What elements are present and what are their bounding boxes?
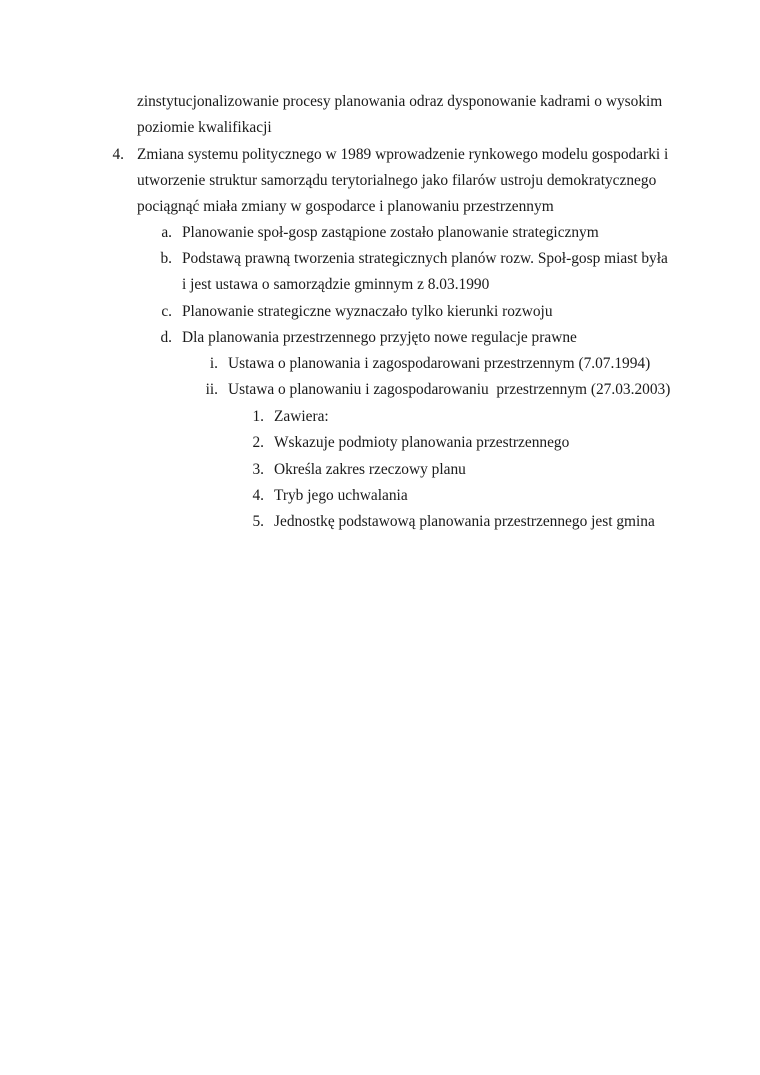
subitem-b-line-2: i jest ustawa o samorządzie gminnym z 8.03.1990 xyxy=(182,276,490,293)
subitem-a-text: Planowanie społ-gosp zastąpione zostało planowanie strategicznym xyxy=(182,224,599,241)
numbered-item-3: Określa zakres rzeczowy planu xyxy=(274,461,466,478)
numbered-item-1: Zawiera: xyxy=(274,408,329,425)
roman-ii-text: Ustawa o planowaniu i zagospodarowaniu przestrzennym (27.03.2003) xyxy=(228,381,671,398)
numbered-marker: 5. xyxy=(252,513,264,530)
numbered-item-4: Tryb jego uchwalania xyxy=(274,487,408,504)
list-item-marker: 4. xyxy=(112,146,124,163)
numbered-marker: 4. xyxy=(252,487,264,504)
intro-line-1: zinstytucjonalizowanie procesy planowania odraz dysponowanie kadrami o wysokim xyxy=(137,93,663,110)
item4-line-1: Zmiana systemu politycznego w 1989 wprowadzenie rynkowego modelu gospodarki i xyxy=(137,146,669,163)
numbered-marker: 2. xyxy=(252,434,264,451)
subitem-b-line-1: Podstawą prawną tworzenia strategicznych planów rozw. Społ-gosp miast była xyxy=(182,250,668,267)
roman-i-text: Ustawa o planowania i zagospodarowani przestrzennym (7.07.1994) xyxy=(228,355,651,372)
item4-line-2: utworzenie struktur samorządu terytorialnego jako filarów ustroju demokratycznego xyxy=(137,172,657,189)
numbered-marker: 1. xyxy=(252,408,264,425)
numbered-marker: 3. xyxy=(252,461,264,478)
roman-marker: i. xyxy=(209,355,218,372)
item4-line-3: pociągnąć miała zmiany w gospodarce i planowaniu przestrzennym xyxy=(137,198,554,215)
subitem-marker: a. xyxy=(161,224,172,241)
roman-marker: ii. xyxy=(205,381,218,398)
subitem-d-text: Dla planowania przestrzennego przyjęto nowe regulacje prawne xyxy=(182,329,577,346)
numbered-item-2: Wskazuje podmioty planowania przestrzennego xyxy=(274,434,570,451)
subitem-marker: b. xyxy=(160,250,172,267)
intro-line-2: poziomie kwalifikacji xyxy=(137,119,272,136)
numbered-item-5: Jednostkę podstawową planowania przestrzennego jest gmina xyxy=(274,513,655,530)
subitem-marker: c. xyxy=(161,303,172,320)
subitem-marker: d. xyxy=(160,329,172,346)
subitem-c-text: Planowanie strategiczne wyznaczało tylko kierunki rozwoju xyxy=(182,303,553,320)
